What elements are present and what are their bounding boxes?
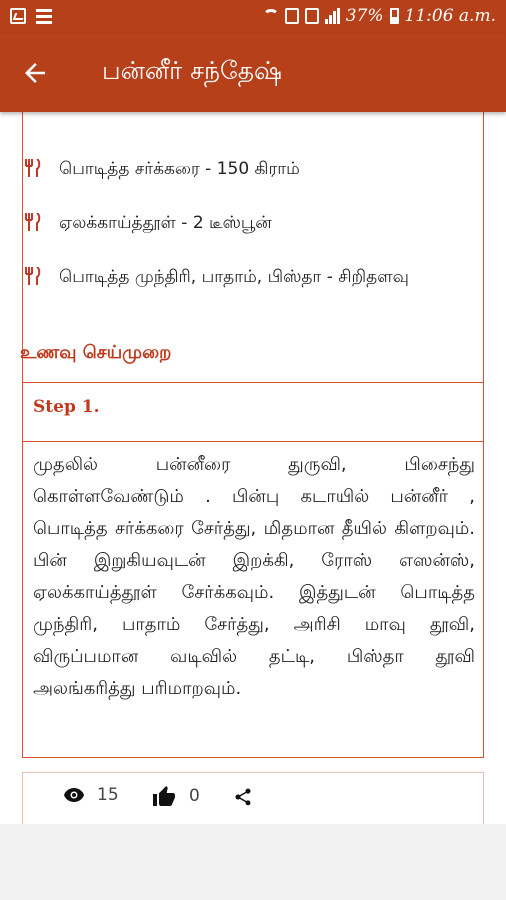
- battery-icon: [390, 8, 399, 24]
- views-count: 15: [97, 785, 119, 805]
- sim-icon: [285, 8, 299, 24]
- clock: 11:06 a.m.: [404, 6, 496, 26]
- fork-knife-icon: [23, 267, 43, 285]
- fork-knife-icon: [23, 213, 43, 231]
- stats-bar: [22, 772, 484, 824]
- method-heading: உணவு செய்முறை: [20, 342, 172, 363]
- bottom-background: [0, 824, 506, 900]
- battery-percent: 37%: [345, 6, 384, 26]
- app-bar: [0, 34, 506, 112]
- back-arrow-icon[interactable]: [20, 58, 50, 88]
- views-stat: [63, 785, 119, 805]
- ingredient-item: [59, 156, 439, 182]
- recipe-content[interactable]: [0, 112, 506, 824]
- status-bar: [0, 0, 506, 34]
- fork-knife-icon: [23, 159, 43, 177]
- step-text: முதலில் பன்னீரை துருவி, பிசைந்து கொள்ளவேண்டும் . பின்பு கடாயில் பன்னீர் , பொடித்த சர்க்கரை சேர்த்து, மிதமான தீயில் கிளறவும். பின் இறுகியவுடன் இறக்கி, ரோஸ் எஸன்ஸ், ஏலக்காய்த்தூள் சேர்க்கவும். இத்துடன் பொடித்த முந்திரி, பாதாம் சேர்த்து, அரிசி மாவு தூவி, விருப்பமான வடிவில் தட்டி, பிஸ்தா தூவி அலங்கரித்து பரிமாறவும்.: [33, 454, 475, 699]
- eye-icon: [63, 787, 85, 803]
- ingredient-item: [59, 264, 439, 290]
- ingredient-text: பொடித்த முந்திரி, பாதாம், பிஸ்தா - சிறிதளவு: [59, 267, 409, 287]
- data-icon: [305, 8, 319, 24]
- step-label: Step 1.: [33, 397, 100, 417]
- gallery-notification-icon: [10, 8, 26, 24]
- ingredient-text: ஏலக்காய்த்தூள் - 2 டீஸ்பூன்: [59, 213, 272, 233]
- page-title: பன்னீர் சந்தேஷ்: [102, 56, 282, 85]
- share-icon[interactable]: [233, 787, 253, 807]
- step-card: [22, 382, 484, 758]
- like-button[interactable]: [151, 785, 200, 807]
- signal-icon: [325, 8, 340, 24]
- ingredient-text: பொடித்த சர்க்கரை - 150 கிராம்: [59, 159, 300, 179]
- thumbs-up-icon: [151, 785, 177, 807]
- list-notification-icon: [36, 8, 52, 24]
- likes-count: 0: [189, 786, 200, 806]
- wifi-icon: [263, 9, 279, 23]
- ingredient-item: [59, 210, 439, 236]
